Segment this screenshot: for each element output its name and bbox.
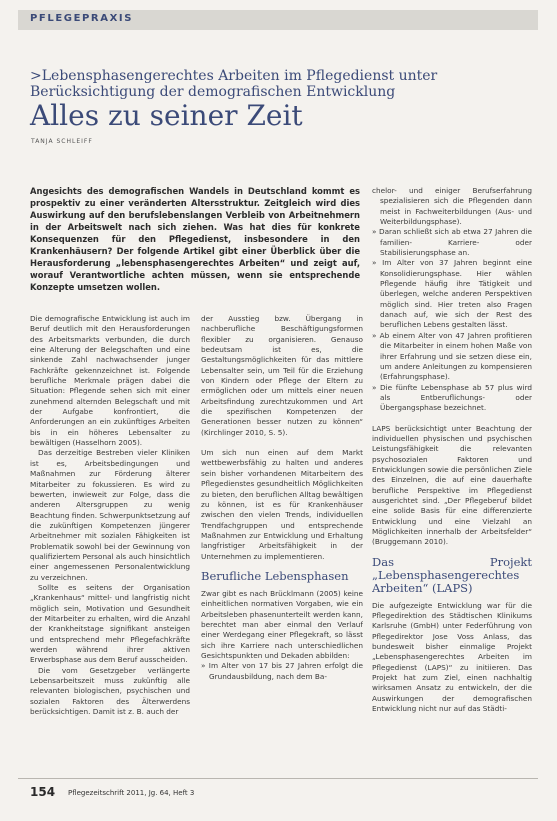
list-item: » Die fünfte Lebensphase ab 57 plus wird als Entberuflichungs- oder Übergangsphase bezeichnet. <box>372 382 532 413</box>
body-paragraph: Um sich nun einen auf dem Markt wettbewerbsfähig zu halten und anderes sein bisher vorhandenen Mitarbeitern des Pflegedienstes gesundheitlich Möglichkeiten zu bieten, den beruflichen Alltag bewältigen zu können, ist es für Krankenhäuser zwischen den vielen Trends, individuellen Trendfachgruppen und entsprechende Maßnahmen zur Entwicklung und Erhaltung langfristiger Arbeitsfähigkeit in der Unternehmen zu implementieren. <box>201 448 363 561</box>
list-item: chelor- und einiger Berufserfahrung spezialisieren sich die Pflegenden dann meist in Fachweiterbildungen (Aus- und Weiterbildungsphase). <box>372 186 532 227</box>
body-paragraph: LAPS berücksichtigt unter Beachtung der individuellen physischen und psychischen Leistungsfähigkeit die relevanten psychosozialen Faktoren und Entwicklungen sowie die persönlichen Ziele des Einzelnen, die auf eine dauerhafte berufliche Perspektive im Pflegedienst ausgerichtet sind. „Der Pflegeberuf bildet eine solide Basis für eine differenzierte Entwicklung und eine Vielzahl an Möglichkeiten innerhalb der Arbeitsfelder“ (Bruggemann 2010). <box>372 423 532 547</box>
subheading-lebensphasen: Berufliche Lebensphasen <box>201 568 349 583</box>
list-item: » Im Alter von 37 Jahren beginnt eine Konsolidierungsphase. Hier wählen Pflegende häufig ihre Tätigkeit und überlegen, welche anderen Perspektiven möglich sind. Hier treten also Fragen danach auf, wie sich der Rest des beruflichen Lebens gestalten lässt. <box>372 258 532 330</box>
page-number: 154 <box>30 785 56 799</box>
list-item: » Im Alter von 17 bis 27 Jahren erfolgt die Grundausbildung, nach dem Ba- <box>201 661 363 681</box>
phase-list <box>372 186 532 414</box>
phase-list <box>201 661 363 682</box>
list-item: » Ab einem Alter von 47 Jahren profitieren die Mitarbeiter in einem hohen Maße von ihrer Erfahrung und sie setzen diese ein, um andere Anleitungen zu kompensieren (Erfahrungsphase). <box>372 330 532 382</box>
subheading-projekt-laps: Das Projekt „Lebensphasengerechtes Arbeiten“ (LAPS) <box>372 554 532 595</box>
body-column-2 <box>201 314 363 766</box>
article-lead: Angesichts des demografischen Wandels in Deutschland kommt es prospektiv zu einer veränderten Altersstruktur. Zeitgleich wird dies Auswirkung auf den berufslebenslangen Verbleib von Arbeitnehmern in der Arbeitswelt nach sich ziehen. Was hat dies für konkrete Konsequenzen für den Pflegedienst, insbesondere in den Krankenhäusern? Der folgende Artikel gibt einer Überblick über die Herausforderung „lebensphasengerechtes Arbeiten“ und zeigt auf, worauf Verantwortliche achten müssen, wenn sie entsprechende Konzepte umsetzen wollen. <box>30 186 360 293</box>
list-item: » Daran schließt sich ab etwa 27 Jahren die familien- Karriere- oder Stabilisierungsphase an. <box>372 227 532 258</box>
article-kicker: >Lebensphasengerechtes Arbeiten im Pflegedienst unter Berücksichtigung der demografischen Entwicklung <box>30 68 438 100</box>
article-author: TANJA SCHLEIFF <box>31 138 93 145</box>
body-paragraph: Die demografische Entwicklung ist auch im Beruf deutlich mit den Herausforderungen des Arbeitsmarkts verbunden, die durch eine Alterung der Belegschaften und eine sinkende Zahl nachwachsender junger Fachkräfte gekennzeichnet ist. Folgende berufliche Merkmale prägen dabei die Situation: Pflegende sehen sich mit einer zunehmend alternden Belegschaft und mit der Aufgabe konfrontiert, die Anforderungen an ein zukünftiges Arbeiten bis in ein höheres Lebensalter zu bewältigen (Hasselhorn 2005). <box>30 314 190 448</box>
body-paragraph: Die aufgezeigte Entwicklung war für die Pflegedirektion des Städtischen Klinikums Karlsruhe (GmbH) unter Federführung von Pflegedirektor Jose Voss Anlass, das bundesweit bisher einmalige Projekt „Lebensphasengerechtes Arbeiten im Pflegedienst (LAPS)“ zu initiieren. Das Projekt hat zum Ziel, einen nachhaltig wirksamen Ansatz zu entwickeln, der die Auswirkungen der demografischen Entwicklung nicht nur auf das Städti- <box>372 600 532 714</box>
body-paragraph: Das derzeitige Bestreben vieler Kliniken ist es, Arbeitsbedingungen und Maßnahmen zur Förderung älterer Mitarbeiter zu fokussieren. Es wird zu bewerten, inwieweit zur Folge, dass die anderen Altersgruppen zu wenig Beachtung finden. Schwerpunktsetzung auf die zukünftigen Kompetenzen jüngerer Arbeitnehmer mit sozialen Fähigkeiten ist Problematik sowohl bei der Gewinnung von qualifiziertem Personal als auch hinsichtlich einer angemessenen Personalentwicklung zu verzeichnen. <box>30 448 190 582</box>
section-label: PFLEGEPRAXIS <box>30 13 134 24</box>
body-paragraph: Die vom Gesetzgeber verlängerte Lebensarbeitszeit muss zukünftig alle relevanten biologischen, psychischen und sozialen Faktoren des Älterwerdens berücksichtigen. Damit ist z. B. auch der <box>30 665 190 717</box>
body-paragraph: Zwar gibt es nach Brücklmann (2005) keine einheitlichen normativen Vorgaben, wie ein Arbeitsleben phasenunterteilt werden kann, berechtet man aber einmal den Verlauf einer Werdegang einer Pflegekraft, so lässt sich ihre Karriere nach unterschiedlichen Gesichtspunkten und Dekaden abbilden: <box>201 588 363 660</box>
body-paragraph: der Ausstieg bzw. Übergang in nachberufliche Beschäftigungsformen flexibler zu organisieren. Genauso bedeutsam ist es, die Gestaltungsmöglichkeiten für das mittlere Lebensalter sein, um Teil für die Erziehung von Kindern oder Pflege der Eltern zu ermöglichen oder um mittels einer neuen Arbeitsfindung zurechtzukommen und Art die spezifischen Kompetenzen der Generationen besser nutzen zu können“ (Kirchlinger 2010, S. 5). <box>201 314 363 437</box>
paragraph-gap <box>201 438 363 448</box>
article-title: Alles zu seiner Zeit <box>30 99 303 132</box>
body-paragraph: Sollte es seitens der Organisation „Krankenhaus“ mittel- und langfristig nicht möglich sein, Motivation und Gesundheit der Mitarbeiter zu erhalten, wird die Anzahl der Krankheitstage signifikant ansteigen und entsprechend mehr Pflegefachkräfte werden während ihrer aktiven Erwerbsphase aus dem Beruf ausscheiden. <box>30 582 190 665</box>
body-column-1 <box>30 314 190 766</box>
footer-rule <box>18 778 538 779</box>
journal-info: Pflegezeitschrift 2011, Jg. 64, Heft 3 <box>68 789 195 797</box>
paragraph-gap <box>372 414 532 424</box>
body-column-3 <box>372 186 532 766</box>
